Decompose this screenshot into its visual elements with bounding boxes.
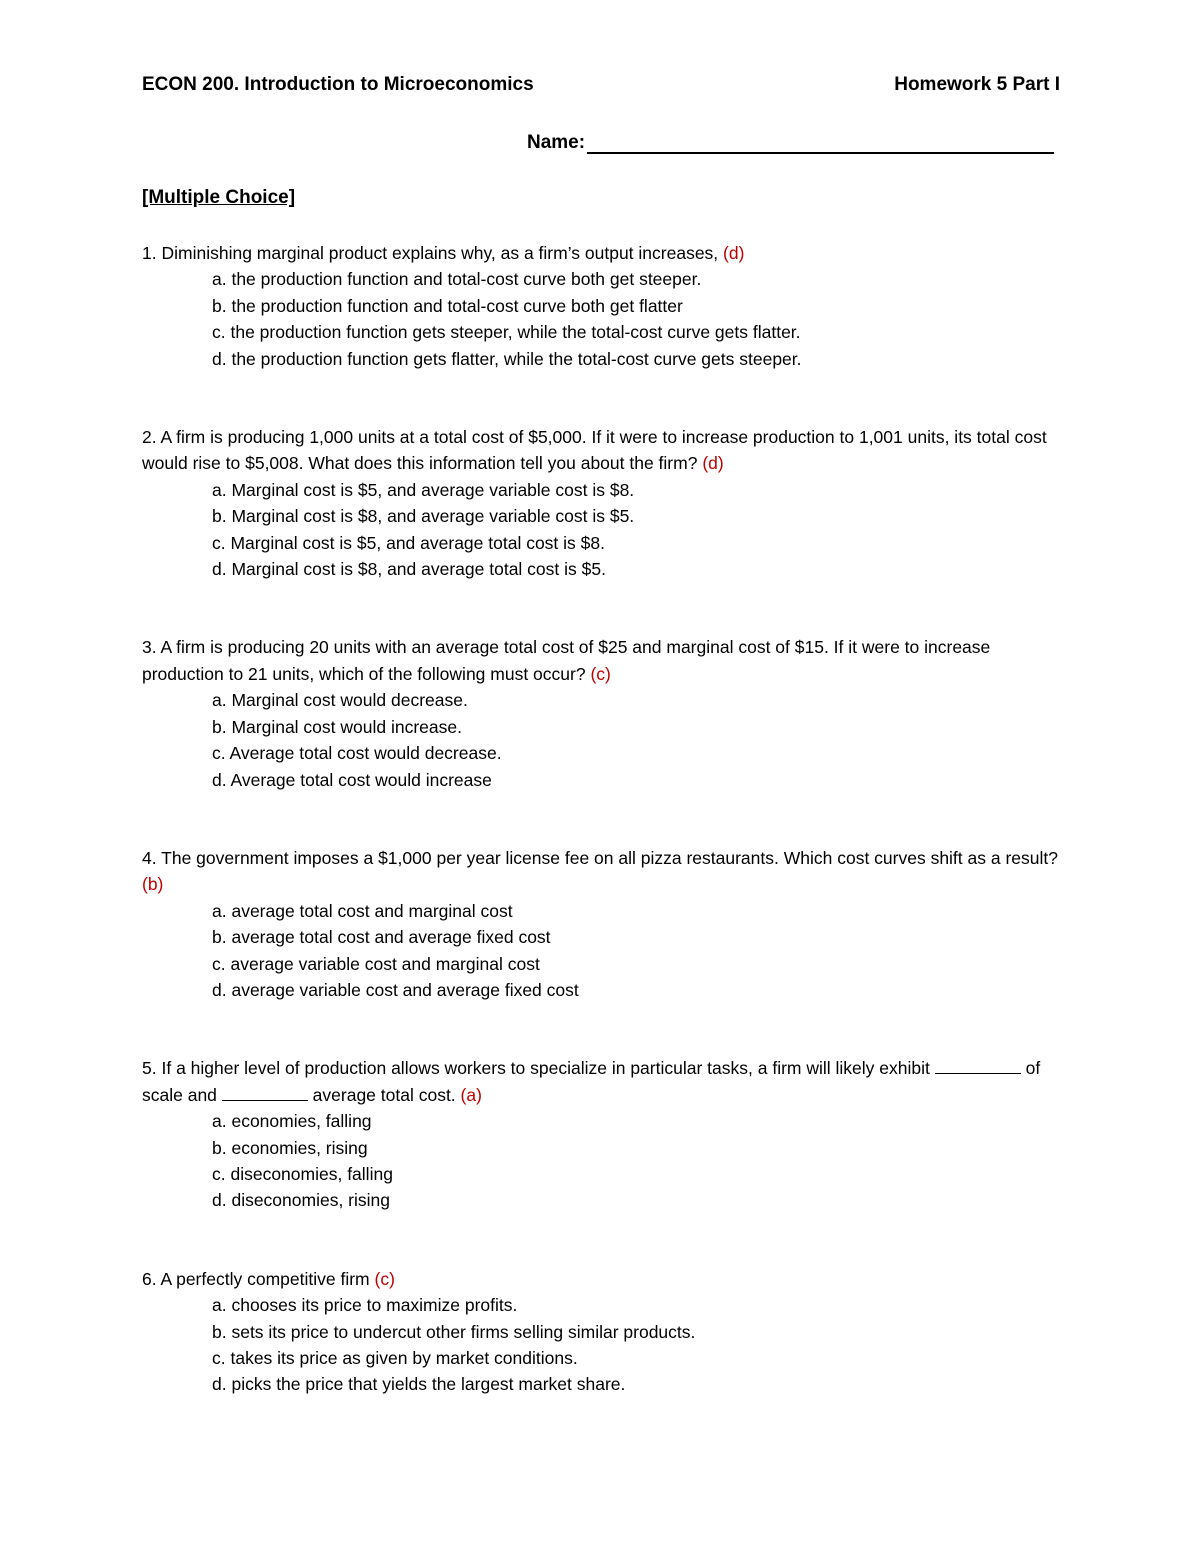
assignment-title: Homework 5 Part I [894, 74, 1060, 95]
option-d: d. diseconomies, rising [212, 1190, 390, 1211]
question-number: 6. [142, 1268, 157, 1289]
answer-key: (c) [374, 1268, 395, 1289]
question-stem [142, 845, 1062, 898]
option-b: b. sets its price to undercut other firms selling similar products. [212, 1321, 696, 1342]
option-c: c. diseconomies, falling [212, 1163, 393, 1184]
option-a: a. the production function and total-cost curve both get steeper. [212, 269, 702, 290]
answer-key: (d) [723, 243, 745, 263]
option-list [142, 687, 1062, 793]
answer-key: (a) [460, 1084, 482, 1105]
question-1 [142, 240, 1062, 372]
option-list [142, 1292, 1062, 1398]
option-b: b. the production function and total-cost curve both get flatter [212, 295, 683, 316]
option-b: b. economies, rising [212, 1137, 368, 1158]
name-label: Name: [527, 132, 586, 153]
option-a: a. average total cost and marginal cost [212, 900, 513, 921]
option-c: c. takes its price as given by market conditions. [212, 1348, 578, 1368]
question-text: average total cost. [312, 1084, 456, 1105]
option-c: c. average variable cost and marginal cost [212, 953, 540, 974]
question-stem [142, 634, 1062, 687]
question-text: of scale and [142, 1058, 1041, 1105]
question-text: The government imposes a $1,000 per year license fee on all pizza restaurants. Which cost curves shift as a result? [161, 847, 1058, 868]
answer-key: (c) [590, 663, 611, 684]
question-text: A perfectly competitive firm [160, 1268, 370, 1289]
question-stem [142, 1266, 1062, 1292]
option-d: d. Average total cost would increase [212, 769, 492, 790]
option-list [142, 1108, 1062, 1214]
question-list [142, 240, 1062, 1450]
question-number: 1. [142, 243, 157, 263]
option-b: b. average total cost and average fixed cost [212, 927, 551, 948]
page-header [142, 74, 1060, 96]
option-d: d. average variable cost and average fixed cost [212, 979, 579, 1000]
question-number: 4. [142, 847, 157, 868]
question-stem [142, 424, 1062, 477]
answer-key: (d) [702, 453, 724, 474]
question-text: Diminishing marginal product explains why, as a firm’s output increases, [161, 243, 719, 263]
option-c: c. the production function gets steeper, while the total-cost curve gets flatter. [212, 322, 801, 343]
question-3 [142, 634, 1062, 792]
option-c: c. Average total cost would decrease. [212, 743, 502, 764]
option-c: c. Marginal cost is $5, and average total cost is $8. [212, 532, 605, 553]
question-4 [142, 845, 1062, 1003]
fill-in-blank [935, 1055, 1021, 1074]
option-list [142, 266, 1062, 372]
question-text: If a higher level of production allows workers to specialize in particular tasks, a firm will likely exhibit [161, 1058, 930, 1079]
option-list [142, 477, 1062, 583]
option-d: d. the production function gets flatter, while the total-cost curve gets steeper. [212, 348, 802, 369]
fill-in-blank [222, 1082, 308, 1101]
option-b: b. Marginal cost would increase. [212, 716, 462, 737]
option-a: a. economies, falling [212, 1111, 372, 1132]
question-stem [142, 1055, 1062, 1108]
option-a: a. Marginal cost is $5, and average variable cost is $8. [212, 479, 635, 500]
option-a: a. Marginal cost would decrease. [212, 690, 468, 711]
question-5 [142, 1055, 1062, 1213]
question-text: A firm is producing 20 units with an average total cost of $25 and marginal cost of $15. If it were to increase production to 21 units, which of the following must occur? [142, 637, 991, 684]
question-text: A firm is producing 1,000 units at a total cost of $5,000. If it were to increase production to 1,001 units, its total cost would rise to $5,008. What does this information tell you about the firm? [142, 427, 1047, 474]
name-blank-line [587, 132, 1054, 154]
question-number: 2. [142, 427, 157, 448]
option-b: b. Marginal cost is $8, and average variable cost is $5. [212, 506, 635, 527]
option-list [142, 898, 1062, 1004]
option-d: d. Marginal cost is $8, and average total cost is $5. [212, 559, 606, 580]
question-number: 3. [142, 637, 157, 658]
answer-key: (b) [142, 874, 164, 895]
course-title: ECON 200. Introduction to Microeconomics [142, 74, 534, 95]
option-d: d. picks the price that yields the largest market share. [212, 1374, 626, 1395]
section-title: [Multiple Choice] [142, 187, 296, 208]
question-number: 5. [142, 1058, 157, 1079]
option-a: a. chooses its price to maximize profits. [212, 1295, 518, 1316]
question-stem [142, 240, 1062, 266]
name-field [527, 132, 1054, 154]
question-6 [142, 1266, 1062, 1398]
question-2 [142, 424, 1062, 582]
